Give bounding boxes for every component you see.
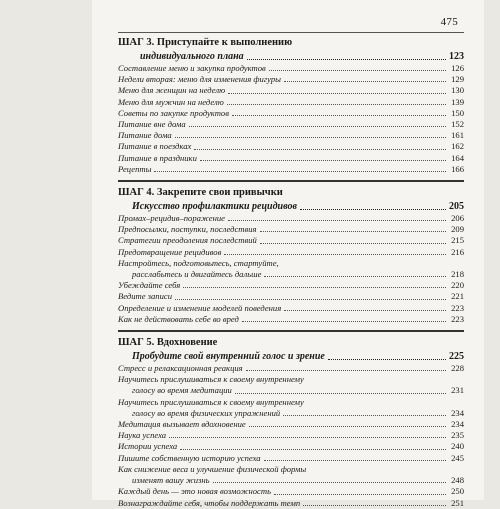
leader-dots [183,287,446,288]
entry-page: 126 [451,63,464,73]
section-step4 [118,186,464,325]
toc-entry[interactable] [118,291,464,302]
entry-page: 250 [451,486,464,497]
entry-title: Наука успеха [118,430,167,441]
toc-entry[interactable] [118,430,464,441]
entry-title: индивидуального плана [140,51,244,62]
toc-entry[interactable] [118,85,464,96]
leader-dots [175,299,446,300]
entry-page: 248 [451,475,464,486]
section-title: ШАГ 4. Закрепите свои привычки [118,187,283,199]
leader-dots [228,93,446,94]
toc-entry[interactable] [118,108,464,119]
section-divider [118,180,464,182]
entry-page: 164 [451,152,464,163]
toc-entry[interactable] [118,303,464,314]
toc-entry-line1[interactable]: Настройтесь, подготовьтесь, стартуйте, [118,257,279,268]
toc-entry[interactable] [118,213,464,224]
header-rule [118,32,464,33]
leader-dots [169,437,446,438]
entry-title: Убеждайте себя [118,280,181,291]
toc-entry[interactable] [118,408,464,419]
entry-title: Меню для женщин на неделю [118,85,226,96]
leader-dots [260,231,446,232]
table-of-contents [118,36,464,509]
entry-title: Пробудите свой внутренний голос и зрение [132,351,325,363]
toc-entry[interactable] [118,314,464,325]
entry-page: 215 [451,235,464,246]
entry-page: 251 [451,497,464,508]
entry-title: Стратегии преодоления последствий [118,235,257,246]
toc-entry[interactable] [118,486,464,497]
leader-dots [246,370,446,371]
entry-page: 223 [451,302,464,313]
leader-dots [180,449,446,450]
leader-dots [303,505,446,506]
leader-dots [194,149,446,150]
entry-page: 240 [451,441,464,452]
entry-page: 225 [449,351,464,363]
entry-title: Предотвращение рецидивов [118,246,222,257]
leader-dots [260,243,446,244]
page-number: 475 [440,16,458,28]
leader-dots [284,310,446,311]
entry-page: 228 [451,363,464,374]
toc-entry[interactable] [118,224,464,235]
toc-entry[interactable] [118,153,464,164]
toc-entry[interactable] [118,247,464,258]
toc-entry[interactable] [118,164,464,175]
leader-dots [274,494,446,495]
entry-page: 166 [451,163,464,174]
section-title: ШАГ 5. Вдохновение [118,337,218,349]
leader-dots [284,81,446,82]
leader-dots [264,460,446,461]
entry-page: 205 [449,201,464,213]
leader-dots [189,126,446,127]
toc-entry[interactable] [118,498,464,509]
entry-page: 162 [451,141,464,152]
toc-entry-line1[interactable]: Научитесь прислушиваться к своему внутреннему [118,396,304,407]
book-page [92,0,484,508]
leader-dots [235,393,446,394]
toc-entry[interactable] [118,119,464,130]
toc-main-entry[interactable] [118,50,464,63]
entry-page: 129 [451,74,464,85]
toc-entry[interactable] [118,63,464,74]
entry-page: 161 [451,130,464,141]
entry-page: 206 [451,213,464,224]
entry-page: 234 [451,419,464,430]
entry-title: Искусство профилактики рецидивов [132,201,297,213]
leader-dots [154,171,446,172]
section-step5 [118,336,464,509]
entry-title: Медитация вызывает вдохновение [118,419,246,430]
entry-page: 234 [451,407,464,418]
entry-page: 231 [451,385,464,396]
entry-page: 130 [451,85,464,96]
entry-title: Меню для мужчин на неделю [118,96,224,107]
entry-page: 150 [451,107,464,118]
leader-dots [242,321,446,322]
entry-page: 223 [451,313,464,324]
toc-entry[interactable] [118,441,464,452]
entry-page: 123 [449,51,464,62]
toc-main-entry[interactable] [118,350,464,363]
entry-page: 139 [451,96,464,107]
leader-dots [264,276,446,277]
leader-dots [283,415,446,416]
toc-main-entry[interactable] [118,200,464,213]
entry-title: Каждый день — это новая возможность [118,486,271,497]
entry-page: 216 [451,246,464,257]
entry-page: 218 [451,269,464,280]
toc-entry[interactable] [118,363,464,374]
entry-title: Стресс и релаксационная реакция [118,363,243,374]
entry-page: 209 [451,224,464,235]
toc-entry[interactable] [118,74,464,85]
entry-title: голосу во время физических упражнений [132,407,281,418]
leader-dots [249,426,446,427]
toc-entry[interactable] [118,141,464,152]
toc-entry-line1[interactable]: Научитесь прислушиваться к своему внутреннему [118,374,304,385]
entry-title: Пишите собственную историю успеха [118,452,261,463]
leader-dots [224,254,446,255]
leader-dots [175,137,446,138]
section-title: ШАГ 3. Приступайте к выполнению [118,37,293,48]
entry-title: расслабьтесь и двигайтесь дальше [132,269,262,280]
leader-dots [232,115,446,116]
leader-dots [200,160,446,161]
toc-entry[interactable] [118,419,464,430]
entry-title: Питание в поездках [118,141,192,152]
entry-title: Питание в праздники [118,152,197,163]
entry-title: Как не действовать себе во вред [118,313,239,324]
entry-title: Определение и изменение моделей поведения [118,302,282,313]
toc-entry[interactable] [118,130,464,141]
entry-title: Промах–рецидив–поражение [118,213,225,224]
entry-page: 152 [451,119,464,130]
toc-entry[interactable] [118,453,464,464]
entry-title: Питание дома [118,130,172,141]
toc-entry[interactable] [118,97,464,108]
entry-title: изменят вашу жизнь [132,475,210,486]
entry-title: Рецепты [118,163,152,174]
entry-page: 220 [451,280,464,291]
toc-entry[interactable] [118,269,464,280]
entry-page: 221 [451,291,464,302]
entry-title: голосу во время медитации [132,385,232,396]
entry-title: Недели вторая: меню для изменения фигуры [118,74,281,85]
entry-title: Питание вне дома [118,119,186,130]
section-divider [118,330,464,332]
toc-entry[interactable] [118,280,464,291]
entry-page: 245 [451,452,464,463]
entry-title: Вознаграждайте себя, чтобы поддержать темп [118,497,301,508]
leader-dots [213,482,446,483]
entry-title: Составление меню и закупка продуктов [118,63,266,73]
toc-entry-line1[interactable]: Как снижение веса и улучшение физической формы [118,463,307,474]
leader-dots [228,220,446,221]
leader-dots [300,209,446,210]
entry-title: Предпосылки, поступки, последствия [118,224,257,235]
leader-dots [328,359,446,360]
leader-dots [227,104,446,105]
entry-title: Истории успеха [118,441,178,452]
toc-entry[interactable] [118,475,464,486]
section-step3 [118,36,464,175]
toc-entry[interactable] [118,235,464,246]
leader-dots [247,59,446,60]
entry-page: 235 [451,430,464,441]
toc-entry[interactable] [118,385,464,396]
leader-dots [269,70,446,71]
entry-title: Советы по закупке продуктов [118,107,229,118]
entry-title: Ведите записи [118,291,173,302]
